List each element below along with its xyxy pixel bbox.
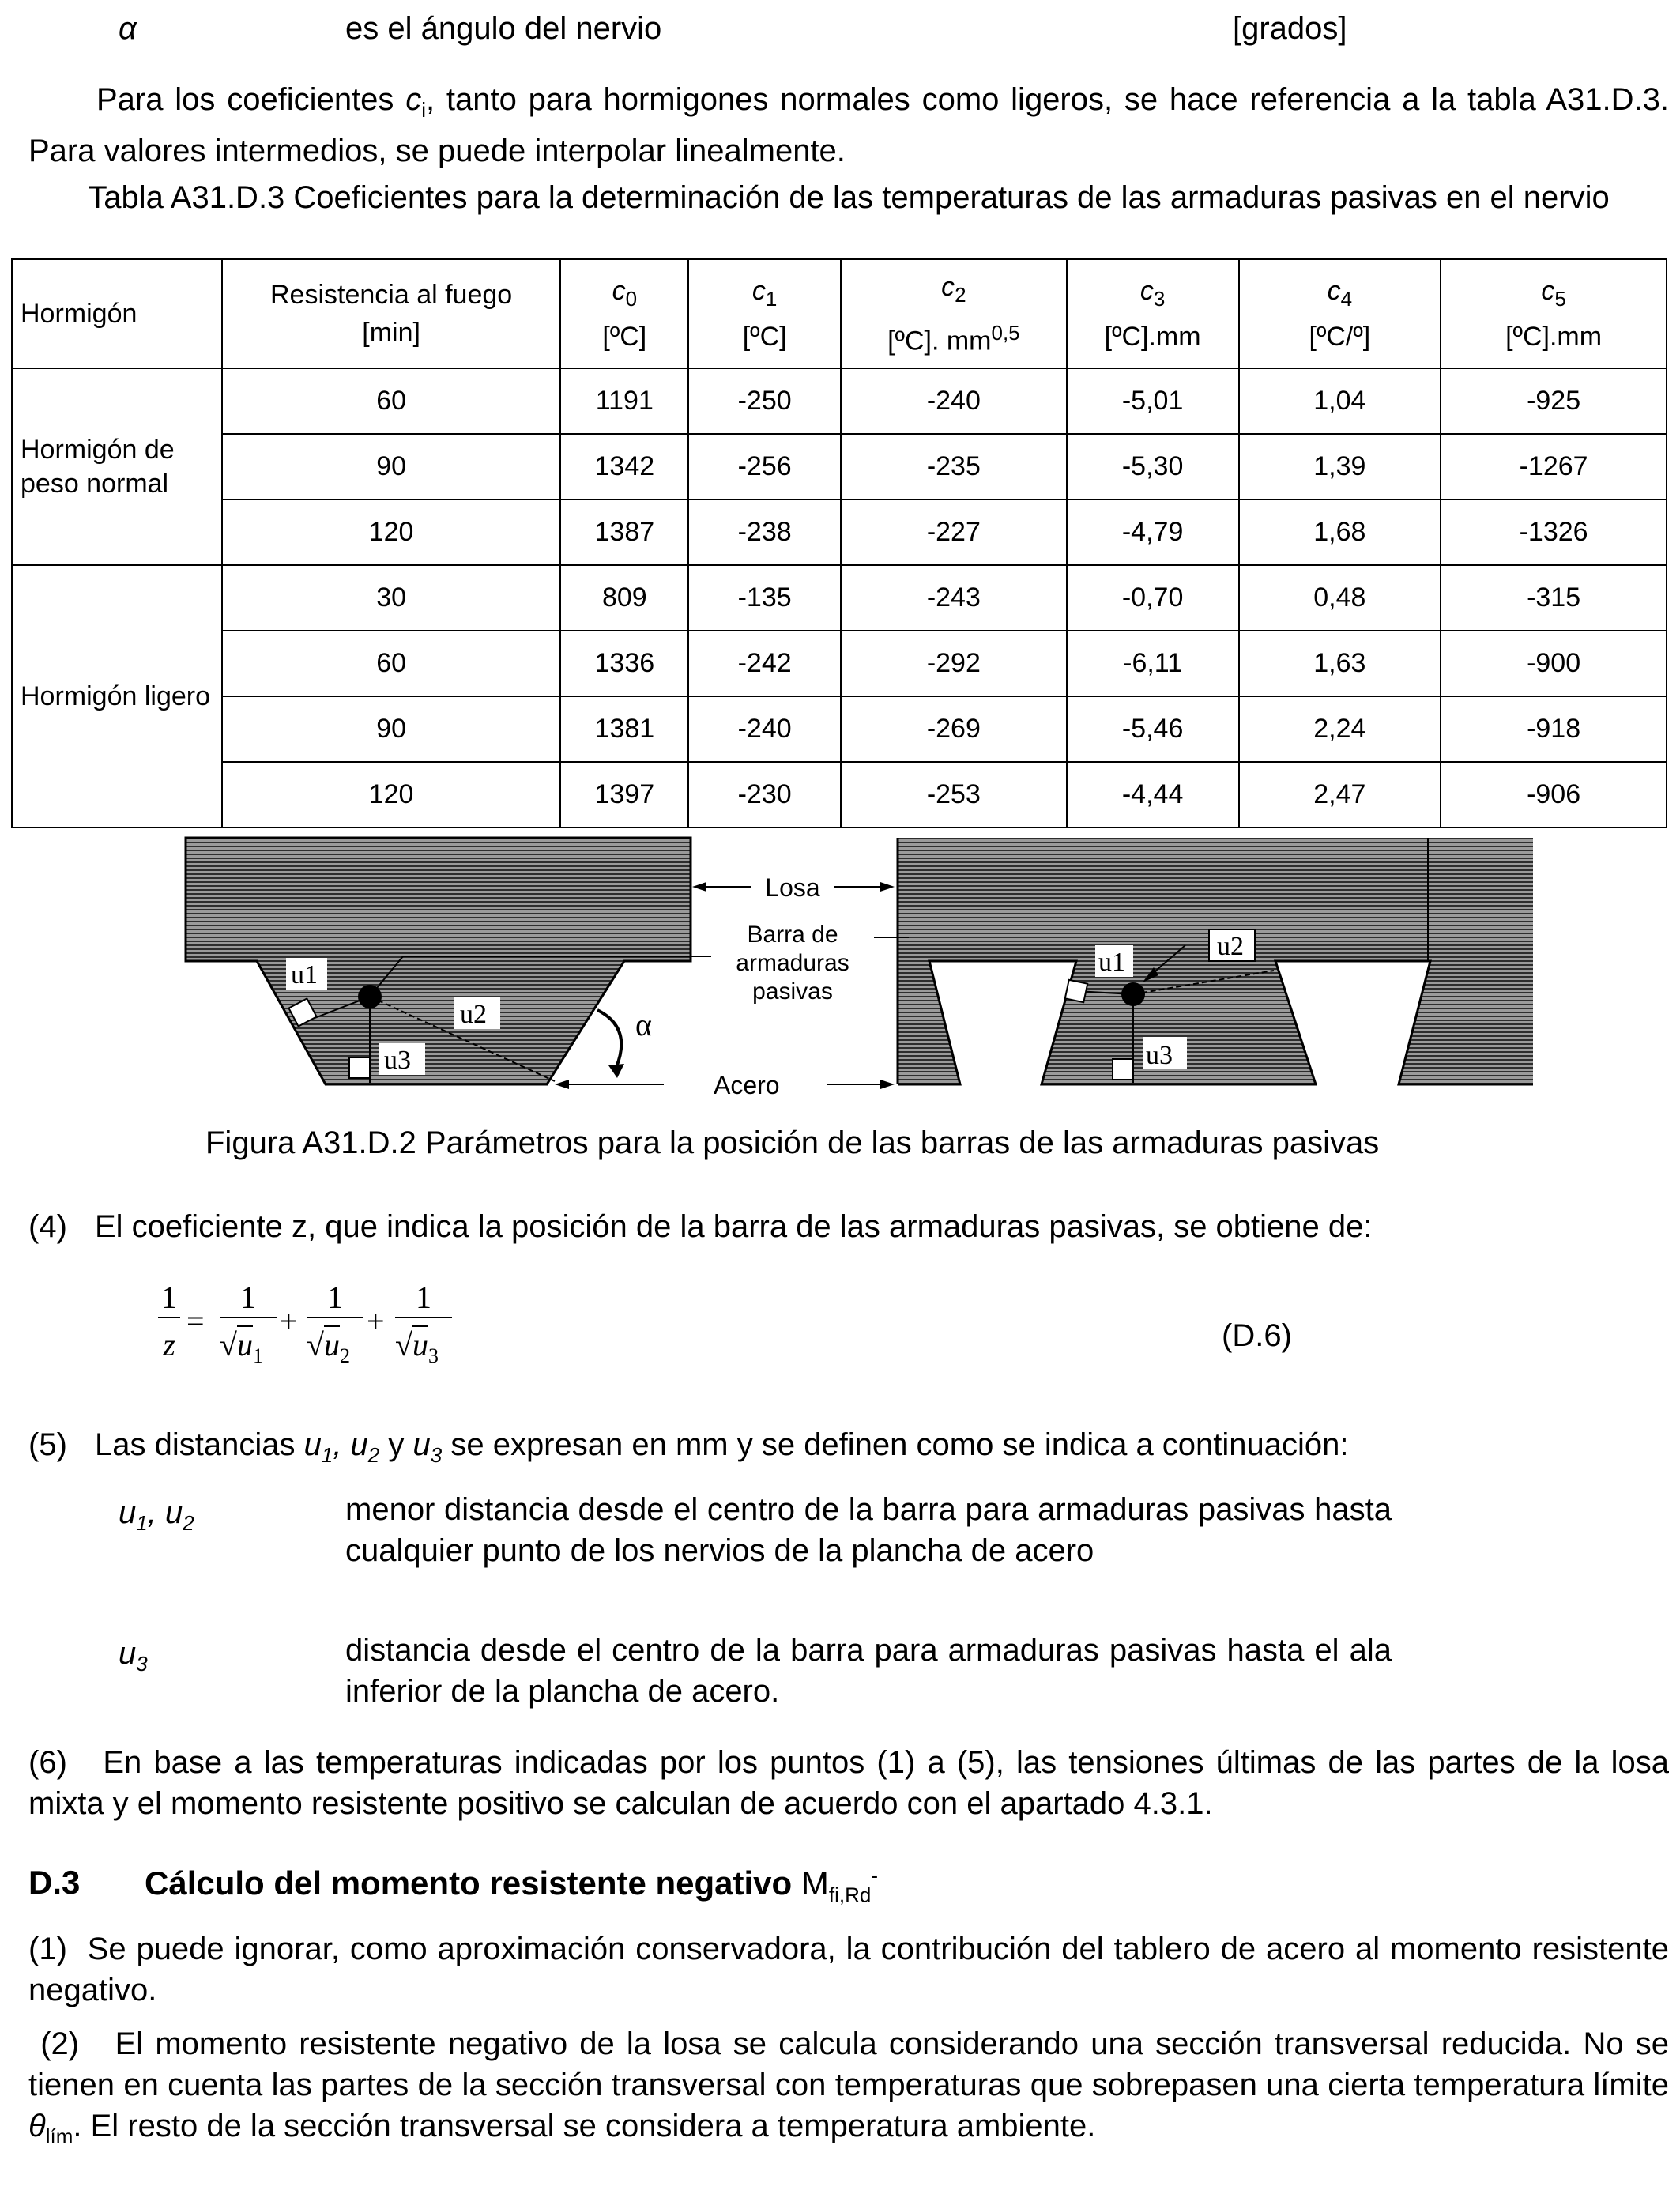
header-c0: $c_0$ [ºC] xyxy=(560,259,688,368)
alpha-unit: [grados] xyxy=(1233,11,1347,46)
table-row: 120 1397 -230 -253 -4,44 2,47 -906 xyxy=(12,762,1667,827)
group-label-light: Hormigón ligero xyxy=(12,565,222,827)
label-losa: Losa xyxy=(765,873,820,902)
table-row: 90 1342 -256 -235 -5,30 1,39 -1267 xyxy=(12,434,1667,499)
table-row: Hormigón de peso normal 60 1191 -250 -240 -5,01 1,04 -925 xyxy=(12,368,1667,434)
section-number: D.3 xyxy=(28,1864,81,1901)
left-section-concrete xyxy=(186,838,691,1084)
equation-number: (D.6) xyxy=(1222,1318,1292,1353)
label-acero: Acero xyxy=(714,1071,780,1099)
label-alpha: α xyxy=(635,1007,652,1042)
header-c4: $c_4$ [ºC/º] xyxy=(1239,259,1441,368)
definition-term-u3: $u_3$ xyxy=(119,1636,148,1676)
paragraph-6: (6) En base a las temperaturas indicadas por los puntos (1) a (5), las tensiones últimas de las partes de la losa mixta y el momento resistente positivo se calculan de acuerdo con el apartado 4.3.1. xyxy=(28,1745,1670,1821)
section-title: Cálculo del momento resistente negativo $M_{fi,Rd}^-$ xyxy=(145,1864,878,1907)
table-row: 60 1336 -242 -292 -6,11 1,63 -900 xyxy=(12,631,1667,696)
definition-text-u1-u2: menor distancia desde el centro de la barra para armaduras pasivas hasta cualquier punto de los nervios de la plancha de acero xyxy=(345,1492,1392,1568)
table-row: 90 1381 -240 -269 -5,46 2,24 -918 xyxy=(12,696,1667,762)
definition-term-u1-u2: $u_1$, $u_2$ xyxy=(119,1495,194,1535)
label-u3-left: u3 xyxy=(384,1046,411,1075)
paragraph-d3-1: (1) Se puede ignorar, como aproximación conservadora, la contribución del tablero de acero al momento resistente negativo. xyxy=(28,1932,1669,2007)
paragraph-4-text: El coeficiente z, que indica la posición de la barra de las armaduras pasivas, se obtiene de: xyxy=(95,1209,1373,1244)
definition-text-u3: distancia desde el centro de la barra para armaduras pasivas hasta el ala inferior de la plancha de acero. xyxy=(345,1633,1392,1709)
table-row: 120 1387 -238 -227 -4,79 1,68 -1326 xyxy=(12,499,1667,565)
rib-geometry-figure xyxy=(0,830,1680,1106)
label-u3-right: u3 xyxy=(1146,1041,1173,1070)
label-u1-left: u1 xyxy=(291,960,318,990)
table-row: Hormigón ligero 30 809 -135 -243 -0,70 0,48 -315 xyxy=(12,565,1667,631)
coefficients-table xyxy=(11,258,1667,828)
paragraph-coefficients: Para los coeficientes $c_i$, tanto para hormigones normales como ligeros, se hace referencia a la tabla A31.D.3. Para valores intermedios, se puede interpolar linealmente. xyxy=(28,82,1670,168)
svg-text:armaduras: armaduras xyxy=(736,950,849,976)
header-c2: $c_2$ [ºC]. mm$^{0,5}$ xyxy=(841,259,1067,368)
header-c1: $c_1$ [ºC] xyxy=(688,259,841,368)
header-c3: $c_3$ [ºC].mm xyxy=(1067,259,1239,368)
label-u1-right: u1 xyxy=(1098,948,1125,977)
paragraph-4-number: (4) xyxy=(28,1209,67,1244)
label-u2-right: u2 xyxy=(1217,932,1244,961)
svg-text:pasivas: pasivas xyxy=(752,978,833,1005)
paragraph-5-text: Las distancias $u_1$, $u_2$ y $u_3$ se expresan en mm y se definen como se indica a continuación: xyxy=(95,1427,1349,1467)
paragraph-d3-2: (2) El momento resistente negativo de la losa se calcula considerando una sección transversal reducida. No se tienen en cuenta las partes de la sección transversal con temperaturas que sobrepasen una cierta temperatura límite $\theta_{lím}$. El resto de la sección transversal se considera a temperatura ambiente. xyxy=(28,2026,1670,2148)
table-header-row xyxy=(12,259,1667,368)
header-c5: $c_5$ [ºC].mm xyxy=(1441,259,1667,368)
group-label-normal: Hormigón de peso normal xyxy=(12,368,222,565)
label-u2-left: u2 xyxy=(460,1000,487,1029)
figure-caption: Figura A31.D.2 Parámetros para la posición de las barras de las armaduras pasivas xyxy=(205,1125,1380,1160)
table-caption: Tabla A31.D.3 Coeficientes para la determinación de las temperaturas de las armaduras pasivas en el nervio xyxy=(88,180,1610,215)
header-fire-resistance: Resistencia al fuego [min] xyxy=(222,259,561,368)
paragraph-5-number: (5) xyxy=(28,1427,67,1462)
alpha-symbol: α xyxy=(119,11,137,46)
header-concrete: Hormigón xyxy=(12,259,222,368)
alpha-description: es el ángulo del nervio xyxy=(345,11,662,46)
label-barra: Barra de xyxy=(747,922,838,948)
equation-d6: 1 z = 1 $√u_1$ + 1 $√u_2$ + 1 $√u_3$ xyxy=(158,1279,490,1389)
